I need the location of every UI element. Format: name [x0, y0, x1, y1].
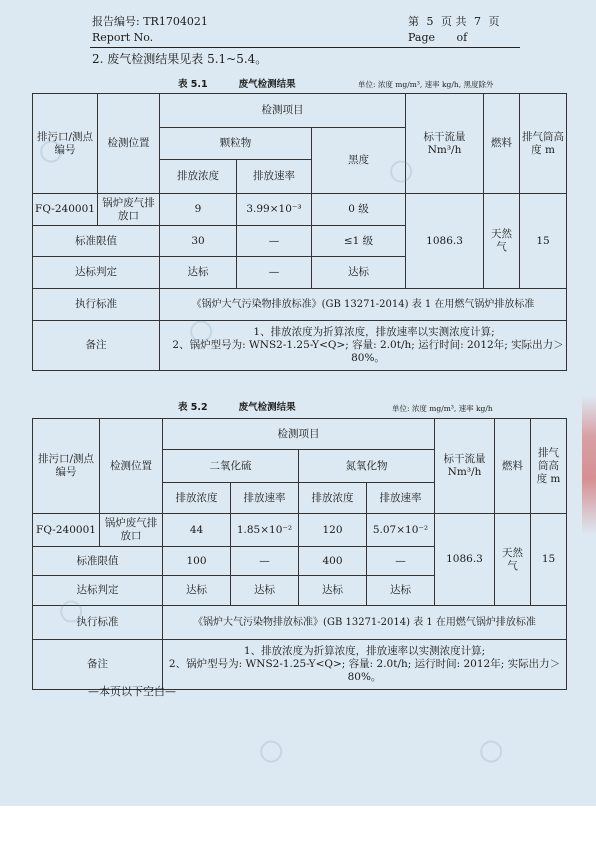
t2-h-so2-conc: 排放浓度	[163, 483, 231, 514]
page-bottom-margin	[0, 806, 596, 842]
t2-h-nox-conc: 排放浓度	[299, 483, 367, 514]
t2-limit-label: 标准限值	[33, 547, 163, 576]
t1-note-2: 2、锅炉型号为: WNS2-1.25-Y<Q>; 容量: 2.0t/h; 运行时间: 2012年; 实际出力＞80%。	[172, 339, 564, 364]
t1-note-1: 1、排放浓度为折算浓度，排放速率以实测浓度计算;	[253, 326, 495, 338]
page-pre: 第	[408, 15, 419, 28]
t1-judge-rate: —	[237, 257, 312, 289]
table1-title: 废气检测结果	[238, 79, 296, 90]
t2-height: 15	[531, 514, 567, 606]
table1-caption	[178, 76, 296, 90]
t2-h-fuel: 燃料	[495, 419, 531, 514]
report-number-cn: 报告编号: TR1704021	[92, 15, 208, 28]
t1-h-location: 检测位置	[98, 94, 160, 194]
t1-limit-conc: 30	[160, 226, 237, 257]
t2-std-text: 《锅炉大气污染物排放标准》(GB 13271-2014) 表 1 在用燃气锅炉排放标准	[163, 606, 567, 640]
t1-pm-rate: 3.99×10⁻³	[237, 194, 312, 226]
table2-title: 废气检测结果	[238, 402, 296, 413]
t2-judge-nox-rate: 达标	[367, 576, 435, 606]
watermark-mark	[476, 735, 508, 767]
t1-judge-conc: 达标	[160, 257, 237, 289]
t2-judge-so2-conc: 达标	[163, 576, 231, 606]
page-current: 5	[426, 15, 434, 28]
page-en-of: of	[456, 31, 468, 44]
report-number-block	[92, 14, 208, 46]
t2-std-label: 执行标准	[33, 606, 163, 640]
t2-note-2: 2、锅炉型号为: WNS2-1.25-Y<Q>; 容量: 2.0t/h; 运行时间: 2012年; 实际出力＞80%。	[168, 658, 561, 683]
t1-h-items: 检测项目	[160, 94, 406, 128]
table2	[32, 418, 567, 690]
t1-limit-label: 标准限值	[33, 226, 160, 257]
table1-label: 表 5.1	[178, 79, 208, 90]
page-en-label: Page	[408, 31, 436, 44]
t1-row-id: FQ-240001	[33, 194, 98, 226]
t2-h-location: 检测位置	[100, 419, 163, 514]
blank-below-note: —本页以下空白—	[88, 685, 176, 698]
t2-h-height: 排气筒高度 m	[531, 419, 567, 514]
t1-note	[160, 321, 567, 371]
t2-row-loc: 锅炉废气排放口	[100, 514, 163, 547]
table2-caption	[178, 399, 296, 413]
t1-judge-black: 达标	[312, 257, 406, 289]
t2-limit-nox-conc: 400	[299, 547, 367, 576]
t2-note-1: 1、排放浓度为折算浓度，排放速率以实测浓度计算;	[243, 645, 486, 657]
t1-limit-black: ≤1 级	[312, 226, 406, 257]
t2-judge-so2-rate: 达标	[231, 576, 299, 606]
t2-h-flow: 标干流量 Nm³/h	[435, 419, 495, 514]
t1-fuel: 天然气	[484, 194, 520, 289]
t2-limit-so2-conc: 100	[163, 547, 231, 576]
t2-h-items: 检测项目	[163, 419, 435, 450]
report-number-en: Report No.	[92, 31, 154, 44]
t2-h-nox: 氮氧化物	[299, 450, 435, 483]
t2-judge-nox-conc: 达标	[299, 576, 367, 606]
header-rule	[90, 47, 520, 48]
t2-limit-nox-rate: —	[367, 547, 435, 576]
t1-h-fuel: 燃料	[484, 94, 520, 194]
table2-label: 表 5.2	[178, 402, 208, 413]
t1-std-label: 执行标准	[33, 289, 160, 321]
t1-h-conc: 排放浓度	[160, 160, 237, 194]
t2-so2-conc: 44	[163, 514, 231, 547]
t1-h-outlet: 排污口/测点编号	[33, 94, 98, 194]
t1-limit-rate: —	[237, 226, 312, 257]
t2-h-outlet: 排污口/测点编号	[33, 419, 100, 514]
t2-row-id: FQ-240001	[33, 514, 100, 547]
t1-height: 15	[520, 194, 567, 289]
page-total: 7	[474, 15, 481, 28]
intro-text: 2. 废气检测结果见表 5.1~5.4。	[92, 52, 268, 66]
t2-judge-label: 达标判定	[33, 576, 163, 606]
page-post: 页	[488, 15, 500, 28]
t2-nox-rate: 5.07×10⁻²	[367, 514, 435, 547]
t1-std-text: 《锅炉大气污染物排放标准》(GB 13271-2014) 表 1 在用燃气锅炉排放标准	[160, 289, 567, 321]
watermark-seal-icon	[476, 736, 507, 767]
t1-note-label: 备注	[33, 321, 160, 371]
table1	[32, 93, 567, 371]
t1-black: 0 级	[312, 194, 406, 226]
t1-h-height: 排气筒高度 m	[520, 94, 567, 194]
t2-h-so2: 二氧化硫	[163, 450, 299, 483]
t1-flow: 1086.3	[406, 194, 484, 289]
t2-fuel: 天然气	[495, 514, 531, 606]
t2-so2-rate: 1.85×10⁻²	[231, 514, 299, 547]
table1-unit: 单位: 浓度 mg/m³, 速率 kg/h, 黑度除外	[358, 80, 494, 89]
t2-limit-so2-rate: —	[231, 547, 299, 576]
t2-h-so2-rate: 排放速率	[231, 483, 299, 514]
watermark-mark	[256, 735, 288, 767]
t2-nox-conc: 120	[299, 514, 367, 547]
page-number-block	[408, 14, 500, 46]
t1-h-rate: 排放速率	[237, 160, 312, 194]
watermark-seal-icon	[256, 736, 287, 767]
red-seal-stamp-edge	[582, 395, 596, 535]
t2-flow: 1086.3	[435, 514, 495, 606]
t2-h-nox-rate: 排放速率	[367, 483, 435, 514]
t1-h-pm: 颗粒物	[160, 128, 312, 160]
t2-note	[163, 640, 567, 690]
t1-pm-conc: 9	[160, 194, 237, 226]
t1-judge-label: 达标判定	[33, 257, 160, 289]
t1-row-loc: 锅炉废气排放口	[98, 194, 160, 226]
t2-note-label: 备注	[33, 640, 163, 690]
page-number-en	[408, 30, 500, 46]
page-number-cn	[408, 14, 500, 30]
page-mid: 页 共	[441, 15, 467, 28]
table2-unit: 单位: 浓度 mg/m³, 速率 kg/h	[392, 404, 493, 413]
t1-h-black: 黑度	[312, 128, 406, 194]
t1-h-flow: 标干流量 Nm³/h	[406, 94, 484, 194]
